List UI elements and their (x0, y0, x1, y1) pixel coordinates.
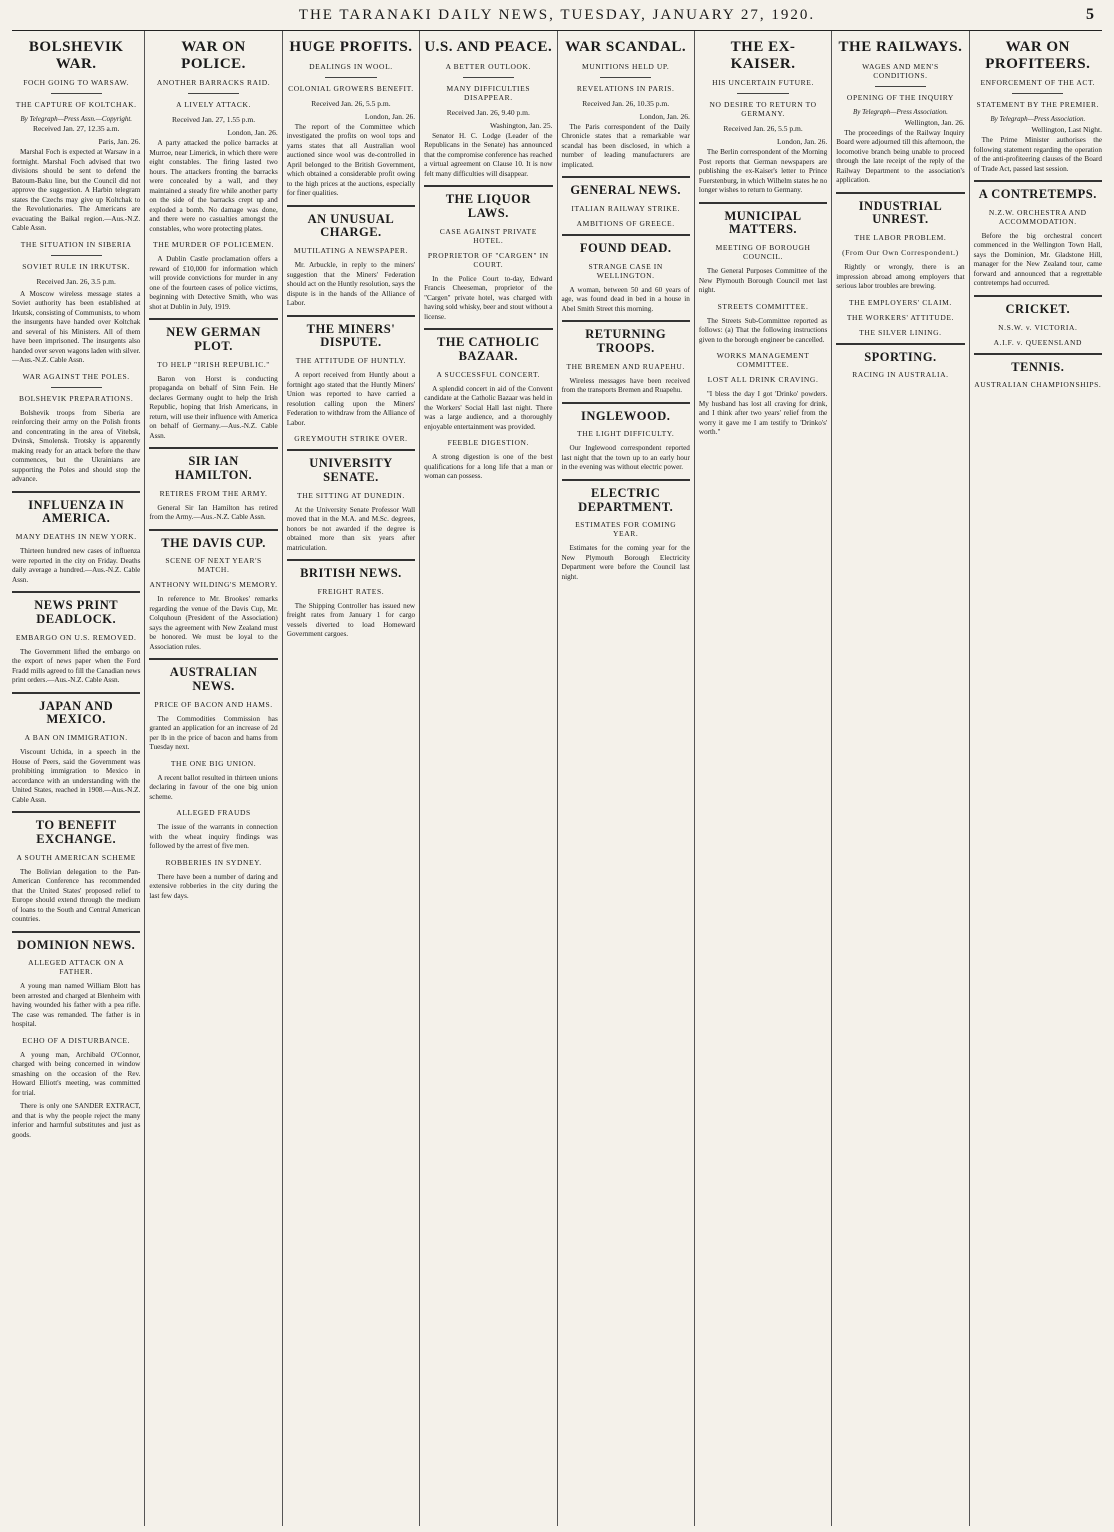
subheading: A SUCCESSFUL CONCERT. (436, 369, 541, 379)
subheading: ALLEGED FRAUDS (176, 808, 251, 818)
section-rule (562, 234, 690, 236)
article-text: At the University Senate Professor Wall moved that in the M.A. and M.Sc. degrees, honors be not awarded if the degree is obtained more than six years after matriculation. (286, 505, 416, 552)
subheading: A LIVELY ATTACK. (176, 100, 251, 109)
headline: THE MINERS' DISPUTE. (306, 321, 396, 350)
subheading: COLONIAL GROWERS BENEFIT. (288, 83, 414, 93)
headline: NEW GERMAN PLOT. (166, 325, 261, 353)
section-rule (149, 318, 277, 320)
article-text: The Bolivian delegation to the Pan-American Conference has recommended that the United States' proposed relief to Europe should extend through the medium of loans to the South and Central American countries. (12, 867, 141, 923)
headline: WAR ON PROFITEERS. (985, 39, 1091, 72)
headline: BRITISH NEWS. (300, 566, 402, 580)
article-text: In the Police Court to-day, Edward Francis Cheeseman, proprietor of the "Cargen" private hotel, was charged with having sold whisky, beer and stout without a license. (424, 274, 553, 321)
headline: U.S. AND PEACE. (424, 39, 553, 55)
section-rule (149, 447, 277, 449)
section-rule (974, 295, 1102, 297)
subheading: THE BREMEN AND RUAPEHU. (566, 361, 685, 371)
byline: By Telegraph—Press Assn.—Copyright. (20, 115, 133, 123)
headline: HUGE PROFITS. (289, 39, 413, 55)
headline: INFLUENZA IN AMERICA. (28, 497, 125, 526)
subheading: FREIGHT RATES. (317, 586, 385, 596)
subheading: STRANGE CASE IN WELLINGTON. (588, 261, 663, 280)
subheading: SOVIET RULE IN IRKUTSK. (22, 261, 131, 271)
headline: BOLSHEVIK WAR. (28, 39, 124, 72)
headline: AN UNUSUAL CHARGE. (307, 211, 395, 240)
subheading: ECHO OF A DISTURBANCE. (22, 1035, 131, 1045)
section-rule (562, 479, 690, 481)
headline: DOMINION NEWS. (17, 937, 136, 952)
divider (51, 255, 102, 256)
section-rule (424, 328, 552, 330)
article-text: Rightly or wrongly, there is an impression abroad among employers that serious labor troubles are brewing. (836, 263, 965, 290)
subheading: DEALINGS IN WOOL. (309, 61, 393, 71)
article-text: There have been a number of daring and extensive robberies in the city during the last few days. (149, 872, 278, 900)
subheading: CASE AGAINST PRIVATE HOTEL. (439, 226, 537, 245)
headline: UNIVERSITY SENATE. (309, 456, 393, 484)
subheading: A.I.F. v. QUEENSLAND (993, 337, 1083, 347)
headline: JAPAN AND MEXICO. (39, 698, 114, 727)
article-text: Senator H. C. Lodge (Leader of the Republicans in the Senate) has announced that the compromise conference has reached a virtual agreement on Clause 10. It is now felt many difficulties will disappear. (424, 131, 553, 178)
headline: NEWS PRINT DEADLOCK. (34, 598, 119, 626)
section-rule (12, 811, 140, 813)
article-text: The Shipping Controller has issued new freight rates from January 1 for cargo vessels diverted to load Homeward Government cargoes. (286, 601, 416, 639)
headline: SIR IAN HAMILTON. (175, 454, 253, 482)
subheading: THE SITUATION IN SIBERIA (20, 239, 132, 249)
subheading: A BAN ON IMMIGRATION. (24, 733, 128, 742)
article-text: Thirteen hundred new cases of influenza were reported in the city on Friday. Deaths daily average a hundred.—Aus.-N.Z. Cable Assn. (12, 547, 141, 584)
advertisement-text: There is only one SANDER EXTRACT, and that is why the people reject the many inferior and harmful substitutes and just as goods. (12, 1102, 141, 1139)
article-text: General Sir Ian Hamilton has retired from the Army.—Aus.-N.Z. Cable Assn. (149, 503, 278, 521)
section-rule (974, 353, 1102, 355)
subheading: ITALIAN RAILWAY STRIKE. (571, 203, 680, 213)
subheading: MUNITIONS HELD UP. (582, 61, 670, 71)
headline: THE RAILWAYS. (838, 39, 963, 55)
subheading: TO HELP "IRISH REPUBLIC." (157, 359, 270, 369)
page-number: 5 (1086, 6, 1096, 23)
article-text: A party attacked the police barracks at Murroe, near Limerick, in which there were eight constables. The firing lasted two hours. The attackers fronting the barracks were concealed by a wall, and they maintained a steady fire while another party on the side of the barracks crept up and exploded a bomb. No damage was done, and there were no casualties amongst the constables, who wore protecting plates. (149, 139, 278, 233)
headline: INDUSTRIAL UNREST. (858, 198, 943, 227)
subheading: REVELATIONS IN PARIS. (576, 83, 675, 93)
article-text: Estimates for the coming year for the New Plymouth Borough Electricity Department were before the Council last night. (561, 544, 690, 581)
section-rule (12, 591, 140, 593)
dateline: London, Jan. 26. (639, 111, 690, 121)
headline: AUSTRALIAN NEWS. (169, 665, 258, 693)
article-text: The General Purposes Committee of the New Plymouth Borough Council met last night. (698, 267, 828, 294)
article-text: A woman, between 50 and 60 years of age, was found dead in bed in a house in Abel Smith Street this morning. (561, 285, 690, 313)
subheading: ROBBERIES IN SYDNEY. (165, 857, 262, 867)
article-text: Before the big orchestral concert commenced in the Wellington Town Hall, says the Dominion, Mr. Gladstone Hill, manager for the New Zealand tour, came forward and announced that a regrettable contretemps had occurred. (973, 231, 1102, 288)
subheading: HIS UNCERTAIN FUTURE. (712, 78, 814, 87)
article-text: The Commodities Commission has granted an application for an increase of 2d per lb in the price of bacon and hams from Tuesday next. (149, 714, 278, 752)
column-6 (695, 31, 832, 1526)
article-text: Mr. Arbuckle, in reply to the miners' suggestion that the Miners' Federation should act on the Huntly resolution, says the dispute is in the hands of the Alliance of Labor. (286, 261, 416, 307)
received-line: Received Jan. 26, 5.5 p.m. (723, 124, 803, 133)
article-text: Viscount Uchida, in a speech in the House of Peers, said the Government was prohibiting immigration to Mexico in accordance with an understanding with the United States, reached in 1908.—Aus.-N.Z. Cable Assn. (12, 748, 141, 804)
dateline: London, Jan. 26. (364, 111, 416, 121)
headline: TO BENEFIT EXCHANGE. (35, 818, 117, 846)
divider (188, 93, 239, 94)
article-text: A Moscow wireless message states a Soviet authority has been established at Irkutsk, consisting of Communists, to whom the insurgents have handed over Koltchak and several of his Ministers. All of them have been imprisoned. The insurgents also handed over seven wagons laden with silver.—Aus.-N.Z. Cable Assn. (12, 289, 141, 364)
column-5 (558, 31, 695, 1526)
subheading: (From Our Own Correspondent.) (842, 248, 959, 257)
advertisement-text: "I bless the day I got 'Drinko' powders. My husband has lost all craving for drink, and I think after two years' relief from the worry it gave me I am testify to 'Drinko's' worth." (698, 390, 828, 436)
subheading: ALLEGED ATTACK ON A FATHER. (28, 958, 125, 977)
section-rule (562, 320, 690, 322)
section-rule (836, 192, 964, 194)
subheading: LOST ALL DRINK CRAVING. (707, 375, 819, 384)
subheading: SCENE OF NEXT YEAR'S MATCH. (165, 556, 262, 575)
article-text: The Paris correspondent of the Daily Chronicle states that a remarkable war scandal has been disclosed, in which a number of leading manufacturers are implicated. (561, 122, 690, 169)
divider (463, 77, 514, 78)
masthead-title: THE TARANAKI DAILY NEWS, TUESDAY, JANUARY 27, 1920. (298, 6, 816, 23)
article-text: A Dublin Castle proclamation offers a reward of £10,000 for information which will provide convictions for murder in any one of the fourteen cases of police victims, beginning with Detective Smith, who was shot at Dublin in July, 1919. (149, 255, 278, 311)
byline: By Telegraph—Press Association. (990, 115, 1086, 123)
newspaper-columns (8, 31, 1106, 1526)
section-rule (836, 343, 964, 345)
dateline: Washington, Jan. 25. (489, 120, 553, 130)
subheading: THE SITTING AT DUNEDIN. (297, 490, 405, 500)
received-line: Received Jan. 26, 10.35 p.m. (582, 98, 670, 108)
subheading: WAGES AND MEN'S CONDITIONS. (862, 61, 939, 80)
advertisement-text: A strong digestion is one of the best qualifications for a long life that a man or woman can possess. (424, 453, 553, 480)
section-rule (287, 449, 415, 451)
section-rule (287, 559, 415, 561)
column-2 (145, 31, 282, 1526)
subheading: AMBITIONS OF GREECE. (576, 218, 675, 228)
dateline: Paris, Jan. 26. (98, 137, 141, 146)
dateline: Wellington, Jan. 26. (904, 117, 965, 127)
divider (875, 86, 926, 87)
subheading: GREYMOUTH STRIKE OVER. (294, 434, 408, 443)
subheading: STREETS COMMITTEE. (717, 301, 809, 311)
headline: THE DAVIS CUP. (161, 535, 266, 550)
article-text: Bolshevik troops from Siberia are reinforcing their army on the Polish fronts and concentrating in the area of Vitebsk, Dvinsk, Smolensk. Trotsky is apparently making ready for an attack before the thaw commences, but the Ukrainians are supporting the Poles and should stop the advance. (12, 408, 141, 483)
masthead (12, 0, 1102, 31)
headline: A CONTRETEMPS. (978, 187, 1097, 201)
article-text: A young man, Archibald O'Connor, charged with being concerned in window smashing on the occasion of the Rev. Howard Elliott's meeting, was committed for trial. (12, 1050, 141, 1097)
subheading: WAR AGAINST THE POLES. (22, 371, 130, 381)
section-rule (149, 658, 277, 660)
headline: RETURNING TROOPS. (585, 327, 667, 355)
headline: TENNIS. (1011, 359, 1065, 374)
subheading: THE EMPLOYERS' CLAIM. (848, 297, 952, 307)
article-text: The Government lifted the embargo on the export of news paper when the Ford Fradd mills agreed to fill the Canadian news print orders.—Aus.-N.Z. Cable Assn. (12, 647, 141, 684)
headline: ELECTRIC DEPARTMENT. (578, 485, 674, 514)
section-rule (12, 692, 140, 694)
section-rule (424, 185, 552, 187)
subheading: BOLSHEVIK PREPARATIONS. (19, 393, 134, 403)
subheading: OPENING OF THE INQUIRY (846, 92, 954, 102)
section-rule (974, 180, 1102, 182)
article-text: Our Inglewood correspondent reported last night that the town up to an early hour in the evening was without electric power. (561, 444, 690, 472)
received-line: Received Jan. 26, 3.5 p.m. (36, 276, 116, 286)
divider (51, 93, 102, 94)
subheading: A SOUTH AMERICAN SCHEME (16, 852, 136, 862)
received-line: Received Jan. 26, 9.40 p.m. (446, 107, 530, 117)
divider (51, 387, 102, 388)
headline: MUNICIPAL MATTERS. (724, 208, 802, 237)
subheading: N.Z.W. ORCHESTRA AND ACCOMMODATION. (988, 207, 1087, 226)
section-rule (562, 402, 690, 404)
headline: GENERAL NEWS. (570, 183, 682, 197)
divider (737, 93, 788, 94)
subheading: ANTHONY WILDING'S MEMORY. (149, 580, 278, 590)
article-text: Wireless messages have been received from the transports Bremen and Ruapehu. (561, 376, 690, 394)
section-rule (287, 315, 415, 317)
byline: By Telegraph—Press Association. (853, 107, 948, 116)
article-text: The issue of the warrants in connection with the wheat inquiry findings was followed by the arrest of five men. (149, 823, 278, 851)
subheading: MANY DIFFICULTIES DISAPPEAR. (446, 83, 531, 102)
headline: SPORTING. (864, 349, 937, 364)
article-text: Marshal Foch is expected at Warsaw in a fortnight. Marshal Foch advised that two divisions should be sent to defend the Batoum-Baku line, but the Council did not approve the suggestion. A Harbin telegram states the Czechs may give up Koltchak to the Revolutionaries. The Americans are evacuating the Baikal region.—Aus.-N.Z. Cable Assn. (12, 148, 141, 232)
divider (1012, 93, 1063, 94)
subheading: ESTIMATES FOR COMING YEAR. (575, 520, 677, 539)
divider (600, 77, 651, 78)
column-7 (832, 31, 969, 1526)
subheading: THE ATTITUDE OF HUNTLY. (295, 356, 407, 365)
subheading: FEEBLE DIGESTION. (447, 438, 530, 447)
subheading: MUTILATING A NEWSPAPER. (293, 246, 409, 255)
article-text: The Prime Minister authorises the following statement regarding the operation of the anti-profiteering clauses of the Board of Trade Act, passed last session. (973, 136, 1102, 173)
headline: CRICKET. (1005, 301, 1071, 316)
article-text: A young man named William Blott has been arrested and charged at Blenheim with having wounded his father with a pea rifle. The case was remanded. The father is in hospital. (12, 982, 141, 1029)
subheading: N.S.W. v. VICTORIA. (998, 322, 1078, 332)
section-rule (12, 491, 140, 493)
article-text: The report of the Committee which investigated the profits on wool tops and yarns states that all Australian wool auctioned since wool was de-controlled in April belonged to the British Government, which obtained a considerable profit owing to the high prices at the auctions, especially for finer qualities. (286, 122, 416, 197)
headline: FOUND DEAD. (579, 240, 672, 255)
subheading: THE MURDER OF POLICEMEN. (153, 240, 275, 249)
headline: THE LIQUOR LAWS. (445, 192, 531, 220)
subheading: MEETING OF BOROUGH COUNCIL. (715, 243, 811, 261)
section-rule (562, 176, 690, 178)
column-8 (970, 31, 1106, 1526)
subheading: WORKS MANAGEMENT COMMITTEE. (716, 351, 810, 369)
headline: INGLEWOOD. (580, 408, 671, 423)
column-1 (8, 31, 145, 1526)
section-rule (287, 205, 415, 207)
subheading: ANOTHER BARRACKS RAID. (156, 78, 271, 87)
headline: THE EX-KAISER. (730, 39, 796, 72)
headline: WAR ON POLICE. (181, 39, 246, 72)
headline: THE CATHOLIC BAZAAR. (436, 335, 540, 363)
section-rule (12, 931, 140, 933)
article-text: The Berlin correspondent of the Morning Post reports that German newspapers are publishing the ex-Kaiser's letter to Prince Fuerstenburg, in which Wilhelm states he no longer wishes to return to Germany. (698, 148, 828, 194)
article-text: A splendid concert in aid of the Convent candidate at the Catholic Bazaar was held in the Workers' Social Hall last night. There was a large audience, and a thoroughly enjoyable entertainment was provided. (424, 384, 553, 431)
received-line: Received Jan. 26, 5.5 p.m. (311, 98, 391, 108)
subheading: PRICE OF BACON AND HAMS. (154, 699, 273, 709)
subheading: AUSTRALIAN CHAMPIONSHIPS. (974, 380, 1102, 390)
subheading: STATEMENT BY THE PREMIER. (976, 100, 1100, 109)
article-text: In reference to Mr. Brookes' remarks regarding the venue of the Davis Cup, Mr. Colquhoun (President of the Association) says the agreement with New Zealand must be honored. We must be loyal to the Association rules. (149, 595, 278, 651)
section-rule (149, 529, 277, 531)
subheading: A BETTER OUTLOOK. (445, 61, 532, 71)
divider (325, 77, 376, 78)
article-text: A report received from Huntly about a fortnight ago stated that the Huntly Miners' Union was reported to have carried a resolution calling upon the Miners' Federation to withdraw from the Alliance of Labor. (286, 371, 416, 427)
subheading: ENFORCEMENT OF THE ACT. (980, 78, 1096, 87)
dateline: London, Jan. 26. (777, 137, 828, 146)
subheading: RETIRES FROM THE ARMY. (159, 488, 268, 498)
subheading: THE LABOR PROBLEM. (854, 233, 947, 242)
subheading: EMBARGO ON U.S. REMOVED. (15, 632, 137, 642)
subheading: RACING IN AUSTRALIA. (852, 370, 949, 380)
article-text: The Streets Sub-Committee reported as follows: (a) That the following instructions given to the borough engineer be cancelled. (698, 316, 828, 344)
subheading: THE ONE BIG UNION. (170, 758, 257, 768)
received-line: Received Jan. 27, 12.35 a.m. (32, 124, 120, 133)
subheading: NO DESIRE TO RETURN TO GERMANY. (709, 100, 817, 118)
subheading: FOCH GOING TO WARSAW. (23, 78, 130, 87)
column-3 (283, 31, 420, 1526)
column-4 (420, 31, 557, 1526)
section-rule (699, 202, 827, 204)
subheading: THE SILVER LINING. (859, 327, 942, 337)
subheading: MANY DEATHS IN NEW YORK. (15, 532, 137, 541)
received-line: Received Jan. 27, 1.55 p.m. (172, 115, 256, 124)
article-text: A recent ballot resulted in thirteen unions declaring in favour of the one big union scheme. (149, 773, 278, 801)
subheading: THE CAPTURE OF KOLTCHAK. (15, 100, 137, 109)
subheading: THE WORKERS' ATTITUDE. (846, 312, 954, 322)
headline: WAR SCANDAL. (565, 39, 687, 55)
dateline: Wellington, Last Night. (1031, 125, 1102, 134)
subheading: THE LIGHT DIFFICULTY. (577, 429, 675, 439)
subheading: PROPRIETOR OF "CARGEN" IN COURT. (427, 250, 549, 269)
article-text: Baron von Horst is conducting propaganda on behalf of Sinn Fein. He declares Germany ought to help the Irish Republic, hoping that Irish Americans, in return, will use their influence with America on behalf of Germany.—Aus.-N.Z. Cable Assn. (149, 374, 278, 440)
dateline: London, Jan. 26. (227, 128, 278, 137)
article-text: The proceedings of the Railway Inquiry Board were adjourned till this afternoon, the locomotive branch being unable to proceed through the late receipt of the reply of the Railway Department to the association's application. (836, 128, 965, 184)
